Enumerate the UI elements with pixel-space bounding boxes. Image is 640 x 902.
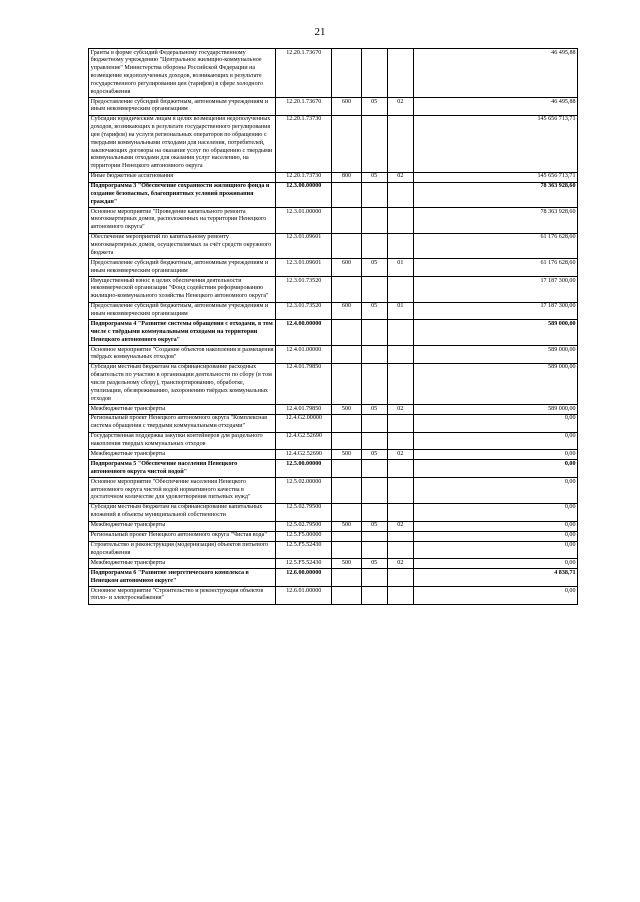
row-name: Предоставление субсидий бюджетным, автономным учреждениям и иным некоммерческим организациям — [89, 97, 276, 115]
table-row — [89, 208, 578, 234]
row-n1 — [332, 531, 361, 541]
table-row — [89, 182, 578, 208]
row-code: 12.3.01.73520 — [276, 277, 332, 303]
row-n3 — [387, 115, 413, 172]
row-amount: 0,00 — [413, 541, 577, 559]
row-amount: 0,00 — [413, 450, 577, 460]
row-n1 — [332, 414, 361, 432]
row-n3: 02 — [387, 97, 413, 115]
table-row — [89, 587, 578, 605]
row-n3: 02 — [387, 559, 413, 569]
row-n3: 02 — [387, 521, 413, 531]
row-name: Подпрограмма 4 "Развитие системы обращения с отходами, в том числе с твёрдыми коммунальными отходами на территории Ненецкого автономного округа" — [89, 320, 276, 346]
row-code: 12.4.01.00000 — [276, 345, 332, 363]
row-code: 12.20.1.73730 — [276, 115, 332, 172]
row-n3 — [387, 432, 413, 450]
row-amount: 0,00 — [413, 587, 577, 605]
table-row — [89, 450, 578, 460]
table-row — [89, 302, 578, 320]
row-n1 — [332, 363, 361, 404]
row-amount: 17 187 300,00 — [413, 302, 577, 320]
row-code: 12.5.00.00000 — [276, 460, 332, 478]
row-amount: 0,00 — [413, 478, 577, 504]
row-code: 12.5.02.79500 — [276, 503, 332, 521]
table-row — [89, 345, 578, 363]
row-n1 — [332, 345, 361, 363]
row-code: 12.4.01.79850 — [276, 363, 332, 404]
row-n2: 05 — [361, 450, 387, 460]
row-n1 — [332, 277, 361, 303]
row-name: Строительство и реконструкция (модернизация) объектов питьевого водоснабжения — [89, 541, 276, 559]
row-n3: 02 — [387, 172, 413, 182]
row-n2 — [361, 432, 387, 450]
row-n1: 500 — [332, 521, 361, 531]
row-amount: 589 000,00 — [413, 345, 577, 363]
row-amount: 17 187 300,00 — [413, 277, 577, 303]
row-name: Межбюджетные трансферты — [89, 521, 276, 531]
row-n1 — [332, 320, 361, 346]
row-n3: 01 — [387, 259, 413, 277]
row-n3 — [387, 478, 413, 504]
row-n2 — [361, 414, 387, 432]
row-n1 — [332, 49, 361, 98]
row-n2: 05 — [361, 97, 387, 115]
row-n2: 05 — [361, 404, 387, 414]
row-amount: 589 000,00 — [413, 404, 577, 414]
row-code: 12.3.00.00000 — [276, 182, 332, 208]
row-name: Подпрограмма 3 "Обеспечение сохранности жилищного фонда и создание безопасных, благоприятных условий проживания граждан" — [89, 182, 276, 208]
budget-table-body — [89, 49, 578, 605]
row-n3 — [387, 208, 413, 234]
row-name: Предоставление субсидий бюджетным, автономным учреждениям и иным некоммерческим организациям — [89, 259, 276, 277]
table-row — [89, 363, 578, 404]
row-name: Региональный проект Ненецкого автономного округа "Комплексная система обращения с твердыми коммунальными отходами" — [89, 414, 276, 432]
row-n2 — [361, 569, 387, 587]
table-row — [89, 541, 578, 559]
row-name: Государственная поддержка закупки контейнеров для раздельного накопления твердых коммунальных отходов — [89, 432, 276, 450]
row-code: 12.20.1.73730 — [276, 172, 332, 182]
row-n2 — [361, 320, 387, 346]
row-code: 12.4.G2.52690 — [276, 450, 332, 460]
table-row — [89, 414, 578, 432]
row-amount: 78 363 928,60 — [413, 208, 577, 234]
row-code: 12.3.01.09601 — [276, 259, 332, 277]
row-code: 12.6.01.00000 — [276, 587, 332, 605]
row-amount: 0,00 — [413, 531, 577, 541]
row-amount: 46 495,88 — [413, 49, 577, 98]
row-amount: 0,00 — [413, 503, 577, 521]
row-amount: 61 176 628,60 — [413, 259, 577, 277]
row-n1: 800 — [332, 172, 361, 182]
row-n2 — [361, 541, 387, 559]
row-code: 12.5.F5.52430 — [276, 541, 332, 559]
row-n2 — [361, 587, 387, 605]
row-n2: 05 — [361, 302, 387, 320]
row-n3 — [387, 414, 413, 432]
row-amount: 46 495,88 — [413, 97, 577, 115]
table-row — [89, 478, 578, 504]
row-n2 — [361, 531, 387, 541]
table-row — [89, 320, 578, 346]
row-n3 — [387, 541, 413, 559]
row-code: 12.5.F5.00000 — [276, 531, 332, 541]
row-n3 — [387, 460, 413, 478]
table-row — [89, 49, 578, 98]
row-n2 — [361, 182, 387, 208]
row-amount: 0,00 — [413, 559, 577, 569]
row-name: Межбюджетные трансферты — [89, 450, 276, 460]
row-amount: 589 000,00 — [413, 363, 577, 404]
row-n1: 500 — [332, 450, 361, 460]
row-n2 — [361, 478, 387, 504]
row-code: 12.3.01.73520 — [276, 302, 332, 320]
row-name: Подпрограмма 6 "Развитие энергетического комплекса в Ненецком автономном округе" — [89, 569, 276, 587]
row-n1 — [332, 587, 361, 605]
row-n2 — [361, 233, 387, 259]
row-n3 — [387, 320, 413, 346]
row-name: Основное мероприятие "Обеспечение населения Ненецкого автономного округа чистой водой нормативного качества в достаточном количестве для удовлетворения питьевых нужд" — [89, 478, 276, 504]
row-name: Субсидии местным бюджетам на софинансирование капитальных вложений в объекты муниципальной собственности — [89, 503, 276, 521]
row-n2 — [361, 49, 387, 98]
row-n3: 02 — [387, 404, 413, 414]
row-name: Предоставление субсидий бюджетным, автономным учреждениям и иным некоммерческим организациям — [89, 302, 276, 320]
row-code: 12.3.01.09601 — [276, 233, 332, 259]
row-n1 — [332, 115, 361, 172]
row-name: Гранты в форме субсидий Федеральному государственному бюджетному учреждению "Центральное жилищно-коммунальное управление" Министерства обороны Российской Федерации на возмещение недополученных доходов, возникающих в результате государственного регулирования цен (тарифов) в сфере холодного водоснабжения — [89, 49, 276, 98]
table-row — [89, 531, 578, 541]
row-n1 — [332, 182, 361, 208]
budget-table — [88, 48, 578, 605]
row-n2 — [361, 208, 387, 234]
row-n3 — [387, 277, 413, 303]
table-row — [89, 277, 578, 303]
row-n3 — [387, 569, 413, 587]
row-n2 — [361, 277, 387, 303]
row-code: 12.4.01.79850 — [276, 404, 332, 414]
table-row — [89, 172, 578, 182]
row-name: Межбюджетные трансферты — [89, 559, 276, 569]
row-n3: 02 — [387, 450, 413, 460]
table-row — [89, 97, 578, 115]
table-row — [89, 259, 578, 277]
row-code: 12.20.1.73670 — [276, 97, 332, 115]
row-n1 — [332, 569, 361, 587]
row-n1: 600 — [332, 302, 361, 320]
row-name: Региональный проект Ненецкого автономного округа "Чистая вода" — [89, 531, 276, 541]
row-n1: 500 — [332, 404, 361, 414]
row-amount: 589 000,00 — [413, 320, 577, 346]
row-n1 — [332, 460, 361, 478]
row-code: 12.5.02.79500 — [276, 521, 332, 531]
row-n3 — [387, 531, 413, 541]
row-n2: 05 — [361, 521, 387, 531]
table-row — [89, 503, 578, 521]
row-code: 12.20.1.73670 — [276, 49, 332, 98]
row-n2 — [361, 503, 387, 521]
table-row — [89, 233, 578, 259]
row-n3 — [387, 587, 413, 605]
row-code: 12.6.00.00000 — [276, 569, 332, 587]
row-n1 — [332, 233, 361, 259]
row-n3: 01 — [387, 302, 413, 320]
row-amount: 145 656 713,71 — [413, 172, 577, 182]
row-name: Подпрограмма 5 "Обеспечение населения Ненецкого автономного округа чистой водой" — [89, 460, 276, 478]
row-n2 — [361, 363, 387, 404]
row-n1: 500 — [332, 559, 361, 569]
row-name: Имущественный взнос в целях обеспечения деятельности некоммерческой организации "Фонд содействия реформированию жилищно-коммунального хозяйства Ненецкого автономного округа" — [89, 277, 276, 303]
row-name: Субсидии юридическим лицам в целях возмещения недополученных доходов, возникающих в результате государственного регулирования цен (тарифов) на услуги региональных операторов по обращению с твердыми коммунальными отходами для населения, потребителей, заключающих договоры на оказание услуг по обращению с твердыми коммунальными отходами для оказания услуг населению, на территории Ненецкого автономного округа — [89, 115, 276, 172]
row-n3 — [387, 345, 413, 363]
row-n1 — [332, 478, 361, 504]
row-n2 — [361, 115, 387, 172]
row-code: 12.4.G2.52690 — [276, 432, 332, 450]
row-n1: 600 — [332, 97, 361, 115]
row-amount: 0,00 — [413, 432, 577, 450]
table-row — [89, 432, 578, 450]
table-row — [89, 115, 578, 172]
row-n3 — [387, 182, 413, 208]
row-name: Обеспечение мероприятий по капитальному ремонту многоквартирных домов, осуществляемых за счёт средств окружного бюджета — [89, 233, 276, 259]
row-n2: 05 — [361, 172, 387, 182]
row-amount: 0,00 — [413, 414, 577, 432]
table-row — [89, 404, 578, 414]
row-amount: 145 656 713,71 — [413, 115, 577, 172]
row-amount: 4 838,71 — [413, 569, 577, 587]
row-n1 — [332, 432, 361, 450]
row-amount: 61 176 628,60 — [413, 233, 577, 259]
row-name: Субсидии местным бюджетам на софинансирование расходных обязательств по участию в организации деятельности по сбору (в том числе раздельному сбору), транспортированию, обработке, утилизации, обезвреживанию, захоронению твёрдых коммунальных отходов — [89, 363, 276, 404]
row-n2 — [361, 460, 387, 478]
row-name: Основное мероприятие "Проведение капитального ремонта многоквартирных домов, расположенных на территории Ненецкого автономного округа" — [89, 208, 276, 234]
row-name: Иные бюджетные ассигнования — [89, 172, 276, 182]
row-n2 — [361, 345, 387, 363]
table-row — [89, 569, 578, 587]
row-n1 — [332, 208, 361, 234]
row-n1 — [332, 541, 361, 559]
page-number: 21 — [314, 26, 326, 38]
table-row — [89, 460, 578, 478]
row-amount: 0,00 — [413, 460, 577, 478]
row-n2: 05 — [361, 559, 387, 569]
table-row — [89, 559, 578, 569]
row-code: 12.5.F5.52430 — [276, 559, 332, 569]
row-n1 — [332, 503, 361, 521]
row-n2: 05 — [361, 259, 387, 277]
row-amount: 78 363 928,60 — [413, 182, 577, 208]
table-row — [89, 521, 578, 531]
row-name: Основное мероприятие "Строительство и реконструкция объектов тепло- и электроснабжения" — [89, 587, 276, 605]
row-code: 12.3.01.00000 — [276, 208, 332, 234]
row-n3 — [387, 503, 413, 521]
row-code: 12.5.02.00000 — [276, 478, 332, 504]
row-n3 — [387, 363, 413, 404]
row-code: 12.4.G2.00000 — [276, 414, 332, 432]
row-n3 — [387, 49, 413, 98]
budget-table-container — [0, 48, 640, 605]
row-amount: 0,00 — [413, 521, 577, 531]
row-n1: 600 — [332, 259, 361, 277]
row-code: 12.4.00.00000 — [276, 320, 332, 346]
row-name: Основное мероприятие "Создание объектов накопления и размещения твёрдых коммунальных отходов" — [89, 345, 276, 363]
row-n3 — [387, 233, 413, 259]
row-name: Межбюджетные трансферты — [89, 404, 276, 414]
